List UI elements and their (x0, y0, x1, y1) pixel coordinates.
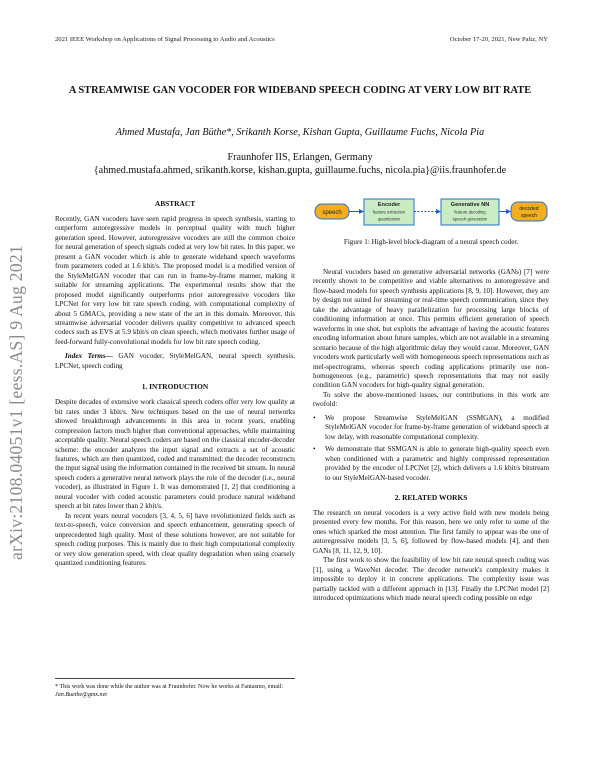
index-terms (55, 352, 295, 371)
intro-paragraph-2: In recent years neural vocoders [3, 4, 5, 6] have revolutionized fields such as text-to-speech, voice conversion and speech enhancement, generating speech of unprecedented high quality. Most of these solutions however, are not suitable for speech coding purposes. This is mainly due to their high computational complexity or very slow generation speed, with clear quality degradation when using coarsely quantized conditioning features. (55, 511, 295, 567)
encoder-feature-extraction: feature extraction (372, 209, 406, 215)
footnote (55, 678, 295, 699)
related-works-heading: 2. RELATED WORKS (394, 492, 468, 502)
related-works-paragraph-2: The first work to show the feasibility of low bit rate neural speech coding was [1], using a WaveNet decoder. The decoder network's complexity makes it impossible to deploy it in concrete applications. The complexity issue was partially tackled with a different approach in [13]. Finally the LPCNet model [2] introduced optimizations which made neural speech coding possible on edge (313, 556, 549, 603)
decoded-speech-label-1: decoded (519, 206, 539, 212)
bullet-dot-icon: • (313, 445, 316, 454)
affiliation-block (50, 151, 550, 177)
running-header-right: October 17-20, 2021, New Paltz, NY (449, 36, 548, 43)
arxiv-stamp: arXiv:2108.04051v1 [eess.AS] 9 Aug 2021 (6, 244, 26, 560)
author-list: Ahmed Mustafa, Jan Büthe*, Srikanth Korse, Kishan Gupta, Guillaume Fuchs, Nicola Pia (115, 127, 485, 138)
encoder-title: Encoder (377, 202, 401, 208)
contribution-bullet-2 (313, 445, 549, 483)
running-header-left: 2021 IEEE Workshop on Applications of Signal Processing to Audio and Acoustics (55, 36, 275, 43)
index-terms-label: Index Terms— (65, 352, 113, 361)
related-works-paragraph-1: The research on neural vocoders is a very active field with new models being presented every few months. For this reason, here we only refer to some of the ones which sparked the most attention. The first family to appear was the one of autoregressive models [3, 5, 6], followed by flow-based models [4], and then GANs [8, 11, 12, 9, 10]. (313, 508, 549, 555)
encoder-quantization: quantization (377, 216, 401, 222)
footnote-email[interactable]: Jan.Buethe@gmx.net (55, 692, 107, 698)
decoder-speech-generation: speech generation (452, 216, 488, 222)
figure-1-diagram (313, 198, 549, 226)
contributions-intro: To solve the above-mentioned issues, our contributions in this work are twofold: (313, 390, 549, 409)
figure-1-caption: Figure 1: High-level block-diagram of a neural speech coder. (343, 238, 519, 246)
footnote-text: * This work was done while the author was at Fraunhofer. Now he works at Fantasmo, email: (55, 684, 284, 690)
intro-heading: 1. INTRODUCTION (141, 382, 209, 392)
right-column (313, 268, 549, 604)
bullet-dot-icon: • (313, 413, 316, 422)
author-emails: {ahmed.mustafa.ahmed, srikanth.korse, kishan.gupta, guillaume.fuchs, nicola.pia}@iis.fraunhofer.de (93, 165, 507, 176)
gan-vocoder-paragraph: Neural vocoders based on generative adversarial networks (GANs) [7] were recently shown to be competitive and viable alternatives to autoregressive and flow-based models for speech synthesis applications [8, 9, 10]. However, they are by design not suited for streaming or real-time speech communication, since they take the advantage of heavy parallelization for processing large blocks of conditioning information at once. This permits efficient generation of speech waveforms in one shot, but exploits the advantage of having the acoustic features encoding information about future samples, which are not available in a streaming scenario because of the high algorithmic delay they would cause. Moreover, GAN vocoders work particularly well with homogeneous speech representations such as mel-spectrograms, whereas speech coding applications primarily use non-homogeneous (e.g., parametric) speech representations that may not easily condition GAN vocoders for high-quality signal generation. (313, 268, 549, 390)
contribution-bullet-1 (313, 414, 549, 442)
intro-paragraph-1: Despite decades of extensive work classical speech coders offer very low quality at bit rates under 3 kbit/s. New techniques based on the use of neural networks showed breakthrough advancements in this area in recent years, enabling compression factors much higher than conventional approaches, while maintaining acceptable quality. Neural speech coders are based on the classical encoder-decoder scheme: the encoder analyzes the input signal and extracts a set of acoustic features, which are then quantized, coded and transmitted; the decoder reconstructs the input signal using the information contained in the received bit stream. In neural speech coders a generative neural network plays the role of the decoder (i.e., neural vocoder), as illustrated in Figure 1. It was demonstrated [1, 2] that conditioning a neural vocoder with coded acoustic parameters could produce natural wideband speech at bit rates lower than 2 kbit/s. (55, 398, 295, 511)
decoder-feature-decoding: feature decoding (454, 209, 486, 215)
abstract-heading: ABSTRACT (154, 199, 196, 208)
left-column (55, 199, 295, 568)
abstract-text: Recently, GAN vocoders have seen rapid progress in speech synthesis, starting to outperform autoregressive models in perceptual quality with much higher generation speed. However, autoregressive vocoders are still the common choice for neural generation of speech signals coded at very low bit rates. In this paper, we present a GAN vocoder which is able to generate wideband speech waveforms from parameters coded at 1.6 kbit/s. The proposed model is a modified version of the StyleMelGAN vocoder that can run in frame-by-frame manner, making it suitable for streaming applications. The experimental results show that the proposed model significantly outperforms prior autoregressive vocoders like LPCNet for very low bit rate speech coding, with computational complexity of about 5 GMACs, providing a new state of the art in this domain. Moreover, this streamwise adversarial vocoder delivers quality competitive to advanced speech codecs such as EVS at 5.9 kbit/s on clean speech, which motivates further usage of feed-forward fully-convolutional models for low bit rate speech coding. (55, 215, 295, 346)
paper-title: A STREAMWISE GAN VOCODER FOR WIDEBAND SPEECH CODING AT VERY LOW BIT RATE (68, 85, 532, 96)
decoded-speech-label-2: speech (520, 213, 538, 219)
contribution-2-text: We demonstrate that SSMGAN is able to generate high-quality speech even when conditioned with a parametric and highly compressed representation provided by the encoder of LPCNet [2], which delivers a 1.6 kbit/s bitstream to our StyleMelGAN-based vocoder. (325, 445, 549, 482)
affiliation: Fraunhofer IIS, Erlangen, Germany (227, 152, 373, 163)
index-terms-text: GAN vocoder, StyleMelGAN, neural speech synthesis, LPCNet, speech coding (55, 352, 295, 370)
contribution-1-text: We propose Streamwise StyleMelGAN (SSMGAN), a modified StyleMelGAN vocoder for frame-by-frame generation of wideband speech at low delay, with reasonable computational complexity. (325, 413, 549, 441)
speech-input-label: speech (322, 210, 342, 217)
decoder-title: Generative NN (450, 202, 490, 208)
